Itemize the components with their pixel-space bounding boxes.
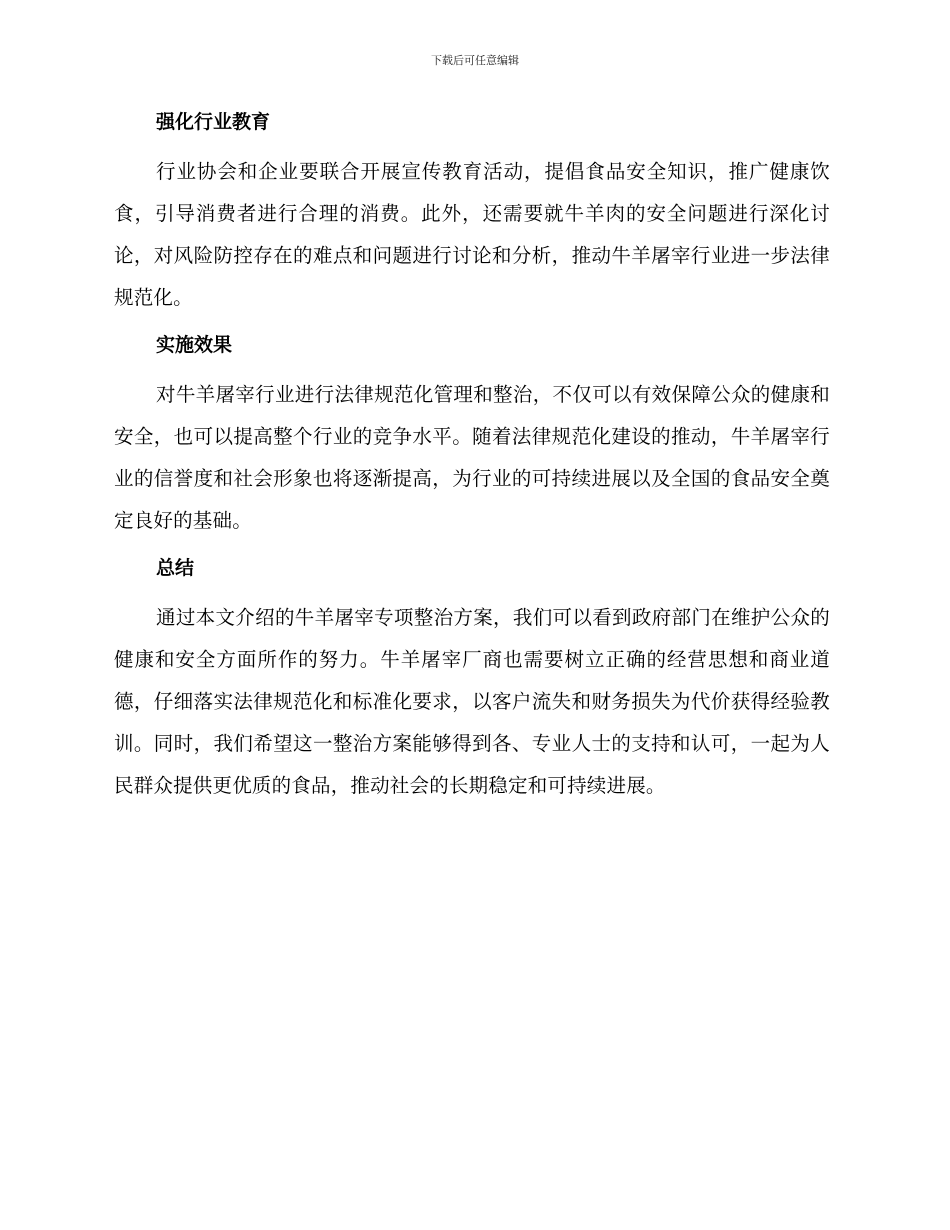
section-heading: 实施效果 bbox=[156, 334, 233, 356]
section-industry-education bbox=[114, 108, 830, 319]
section-implementation-effect bbox=[114, 331, 830, 542]
page-header-note: 下载后可任意编辑 bbox=[431, 54, 519, 67]
section-heading: 强化行业教育 bbox=[156, 111, 271, 133]
section-paragraph: 对牛羊屠宰行业进行法律规范化管理和整治，不仅可以有效保障公众的健康和安全，也可以提高整个行业的竞争水平。随着法律规范化建设的推动，牛羊屠宰行业的信誉度和社会形象也将逐渐提高，为行业的可持续进展以及全国的食品安全奠定良好的基础。 bbox=[114, 383, 830, 532]
document-body bbox=[114, 108, 830, 819]
section-paragraph: 通过本文介绍的牛羊屠宰专项整治方案，我们可以看到政府部门在维护公众的健康和安全方面所作的努力。牛羊屠宰厂商也需要树立正确的经营思想和商业道德，仔细落实法律规范化和标准化要求，以客户流失和财务损失为代价获得经验教训。同时，我们希望这一整治方案能够得到各、专业人士的支持和认可，一起为人民群众提供更优质的食品，推动社会的长期稳定和可持续进展。 bbox=[114, 606, 830, 797]
section-heading: 总结 bbox=[156, 557, 195, 579]
section-summary bbox=[114, 554, 830, 807]
section-paragraph: 行业协会和企业要联合开展宣传教育活动，提倡食品安全知识，推广健康饮食，引导消费者进行合理的消费。此外，还需要就牛羊肉的安全问题进行深化讨论，对风险防控存在的难点和问题进行讨论和分析，推动牛羊屠宰行业进一步法律规范化。 bbox=[114, 160, 830, 309]
